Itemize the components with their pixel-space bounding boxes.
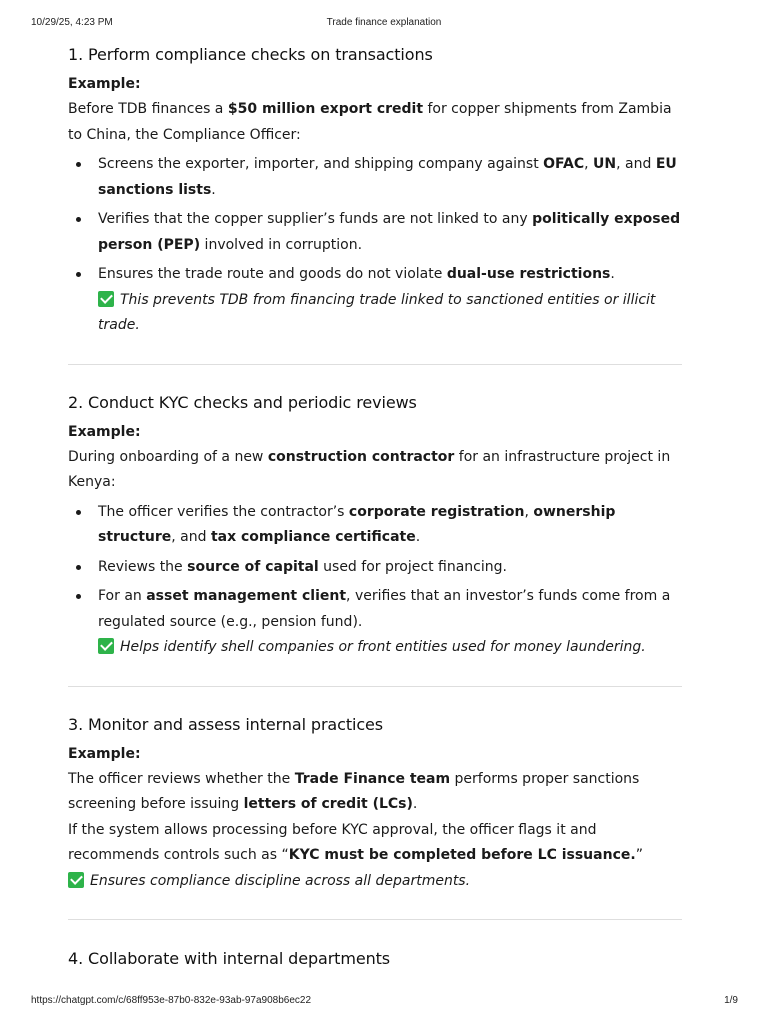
check-mark-icon <box>98 291 114 307</box>
bullet-icon <box>76 217 81 222</box>
list-item: Verifies that the copper supplier’s funds are not linked to any politically exposed person (PEP) involved in corruption. <box>68 207 682 258</box>
result-note: Ensures compliance discipline across all departments. <box>68 869 682 895</box>
list-item: Screens the exporter, importer, and shipping company against OFAC, UN, and EU sanctions lists. <box>68 152 682 203</box>
bullet-list <box>68 152 682 288</box>
bullet-list <box>68 500 682 636</box>
bullet-icon <box>76 272 81 277</box>
section-3 <box>68 710 682 895</box>
list-item: Reviews the source of capital used for project financing. <box>68 555 682 581</box>
page-url: https://chatgpt.com/c/68ff953e-87b0-832e-93ab-97a908b6ec22 <box>31 995 312 1006</box>
print-footer <box>0 995 768 1009</box>
section-divider <box>68 686 682 687</box>
result-note: Helps identify shell companies or front entities used for money laundering. <box>68 635 682 661</box>
list-item: The officer verifies the contractor’s corporate registration, ownership structure, and tax compliance certificate. <box>68 500 682 551</box>
bullet-icon <box>76 594 81 599</box>
section-4 <box>68 944 682 974</box>
example-label: Example: <box>68 76 141 92</box>
check-mark-icon <box>98 638 114 654</box>
section-heading: 2. Conduct KYC checks and periodic reviews <box>68 392 417 412</box>
section-intro: During onboarding of a new construction contractor for an infrastructure project in Kenya: <box>68 448 671 490</box>
list-item: For an asset management client, verifies that an investor’s funds come from a regulated source (e.g., pension fund). <box>68 584 682 635</box>
check-mark-icon <box>68 872 84 888</box>
list-item: Ensures the trade route and goods do not violate dual-use restrictions. <box>68 262 682 288</box>
document-body <box>68 40 682 974</box>
section-divider <box>68 364 682 365</box>
page-number: 1/9 <box>724 995 738 1006</box>
print-header <box>0 17 768 31</box>
bullet-icon <box>76 162 81 167</box>
section-1 <box>68 40 682 339</box>
section-heading: 3. Monitor and assess internal practices <box>68 714 384 734</box>
paragraph: The officer reviews whether the Trade Finance team performs proper sanctions screening before issuing letters of credit (LCs). <box>68 770 640 812</box>
result-note: This prevents TDB from financing trade linked to sanctioned entities or illicit trade. <box>98 291 656 333</box>
section-heading: 1. Perform compliance checks on transactions <box>68 45 433 64</box>
section-divider <box>68 919 682 920</box>
example-label: Example: <box>68 423 141 440</box>
section-2 <box>68 388 682 661</box>
section-intro: Before TDB finances a $50 million export credit for copper shipments from Zambia to China, the Compliance Officer: <box>68 101 672 143</box>
section-heading: 4. Collaborate with internal departments <box>68 949 391 968</box>
bullet-icon <box>76 565 81 570</box>
example-label: Example: <box>68 745 141 762</box>
paragraph: If the system allows processing before KYC approval, the officer flags it and recommends controls such as “KYC must be completed before LC issuance.” <box>68 821 643 863</box>
print-timestamp: 10/29/25, 4:23 PM <box>31 17 113 28</box>
bullet-icon <box>76 510 81 515</box>
print-title: Trade finance explanation <box>326 17 442 28</box>
